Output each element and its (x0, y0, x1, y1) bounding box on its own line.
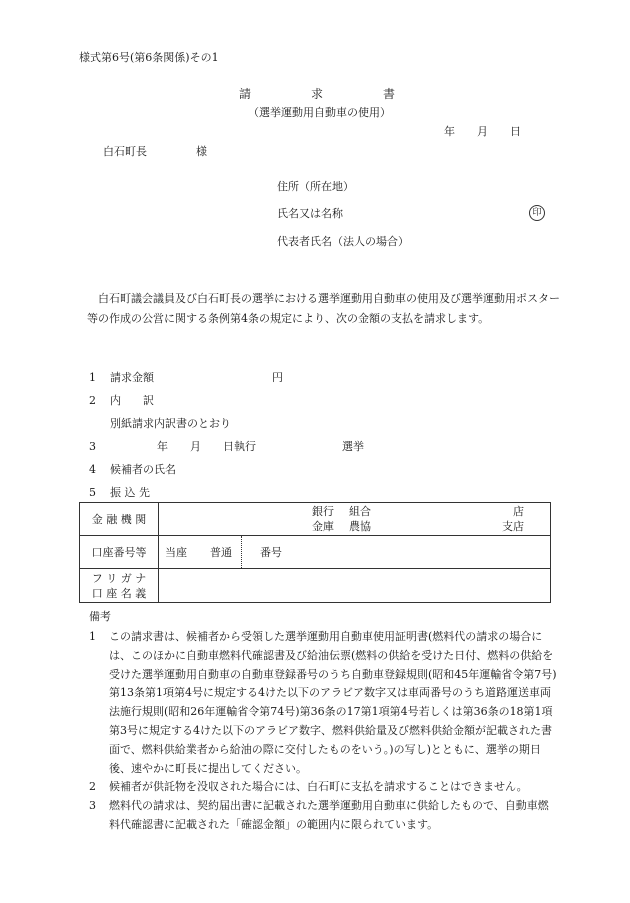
claim-amount-unit: 円 (272, 371, 283, 384)
account-name-label: 口 座 名 義 (91, 586, 147, 600)
item-transfer-destination (89, 487, 150, 498)
date-line: 年 月 日 (444, 125, 521, 138)
item-label: 候補者の氏名 (110, 463, 176, 476)
addressee: 白石町長 (103, 145, 147, 158)
item-breakdown (89, 395, 154, 406)
applicant-address-label: 住所（所在地） (277, 180, 354, 193)
item-election (89, 441, 256, 452)
note-text: 燃料代の請求は、契約届出書に記載された選挙運動用自動車に供給したもので、自動車燃料代確認書に記載された「確認金額」の範囲内に限られています。 (109, 799, 549, 831)
bank-type-bottom: 金庫 (312, 520, 334, 533)
form-number: 様式第6号(第6条関係)その1 (79, 51, 219, 64)
item-claim-amount (89, 372, 154, 383)
bank-table (79, 502, 551, 603)
note-number: 2 (89, 780, 96, 793)
account-holder-header (80, 569, 159, 603)
bank-institution-row (80, 503, 551, 536)
item-label: 年 月 日執行 (157, 440, 256, 453)
representative-name-label: 代表者氏名（法人の場合） (277, 235, 409, 248)
bank-type-top: 銀行 (312, 505, 334, 518)
note-text: この請求書は、候補者から受領した選挙運動用自動車使用証明書(燃料代の請求の場合には、このほかに自動車燃料代確認書及び給油伝票(燃料の供給を受けた日付、燃料の供給を受けた選挙運動用自動車の自動車登録番号のうち自動車登録規則(昭和45年運輸省令第7号)第13条第1項第4号に規定する4けた以下のアラビア数字又は車両番号のうち道路運送車両法施行規則(昭和26年運輸省令第74号)第36条の17第1項第4号若しくは第36条の18第1項第3号に規定する4けた以下のアラビア数字、燃料供給量及び燃料供給金額が記載された書面で、燃料供給業者から給油の際に交付したものをいう。)の写し)とともに、選挙の期日後、速やかに町長に提出してください。 (109, 630, 557, 775)
note-number: 1 (89, 630, 96, 643)
account-number-cell[interactable] (159, 536, 551, 569)
request-statement: 白石町議会議員及び白石町長の選挙における選挙運動用自動車の使用及び選挙運動用ポスター等の作成の公営に関する条例第4条の規定により、次の金額の支払を請求します。 (87, 292, 560, 325)
item-number: 2 (89, 394, 96, 407)
note-item (89, 797, 557, 835)
notes-title: 備考 (89, 610, 111, 623)
election-suffix: 選挙 (342, 440, 364, 453)
document-subtitle: （選挙運動用自動車の使用） (248, 106, 391, 119)
account-type-current: 当座 (165, 546, 187, 559)
account-number-header: 口座番号等 (80, 536, 159, 569)
item-number: 1 (89, 371, 96, 384)
coop-top: 組合 (349, 505, 371, 518)
account-holder-cell[interactable] (159, 569, 551, 603)
branch-bottom: 支店 (502, 520, 524, 533)
furigana-label: フ リ ガ ナ (91, 571, 147, 585)
bank-institution-cell[interactable] (159, 503, 551, 536)
applicant-name-label: 氏名又は名称 (277, 207, 343, 220)
seal-mark: 印 (529, 205, 545, 221)
coop-bottom: 農協 (349, 520, 371, 533)
account-number-label: 番号 (260, 546, 282, 559)
account-type-ordinary: 普通 (210, 546, 232, 559)
bank-institution-header: 金 融 機 関 (80, 503, 159, 536)
account-number-row (80, 536, 551, 569)
account-holder-row (80, 569, 551, 603)
item-number: 3 (89, 440, 96, 453)
addressee-honorific: 様 (196, 145, 207, 158)
item-label: 内 訳 (110, 394, 154, 407)
note-number: 3 (89, 799, 96, 812)
item-breakdown-detail (89, 418, 231, 429)
account-divider (241, 536, 242, 568)
item-number: 5 (89, 486, 96, 499)
item-candidate-name (89, 464, 176, 475)
note-text: 候補者が供託物を没収された場合には、白石町に支払を請求することはできません。 (109, 780, 528, 793)
note-item (89, 628, 557, 778)
item-number: 4 (89, 463, 96, 476)
item-label: 請求金額 (110, 371, 154, 384)
item-label: 振 込 先 (110, 486, 150, 499)
branch-top: 店 (513, 505, 524, 518)
item-label: 別紙請求内訳書のとおり (110, 417, 231, 430)
note-item (89, 778, 557, 797)
document-title: 請 求 書 (239, 87, 396, 101)
